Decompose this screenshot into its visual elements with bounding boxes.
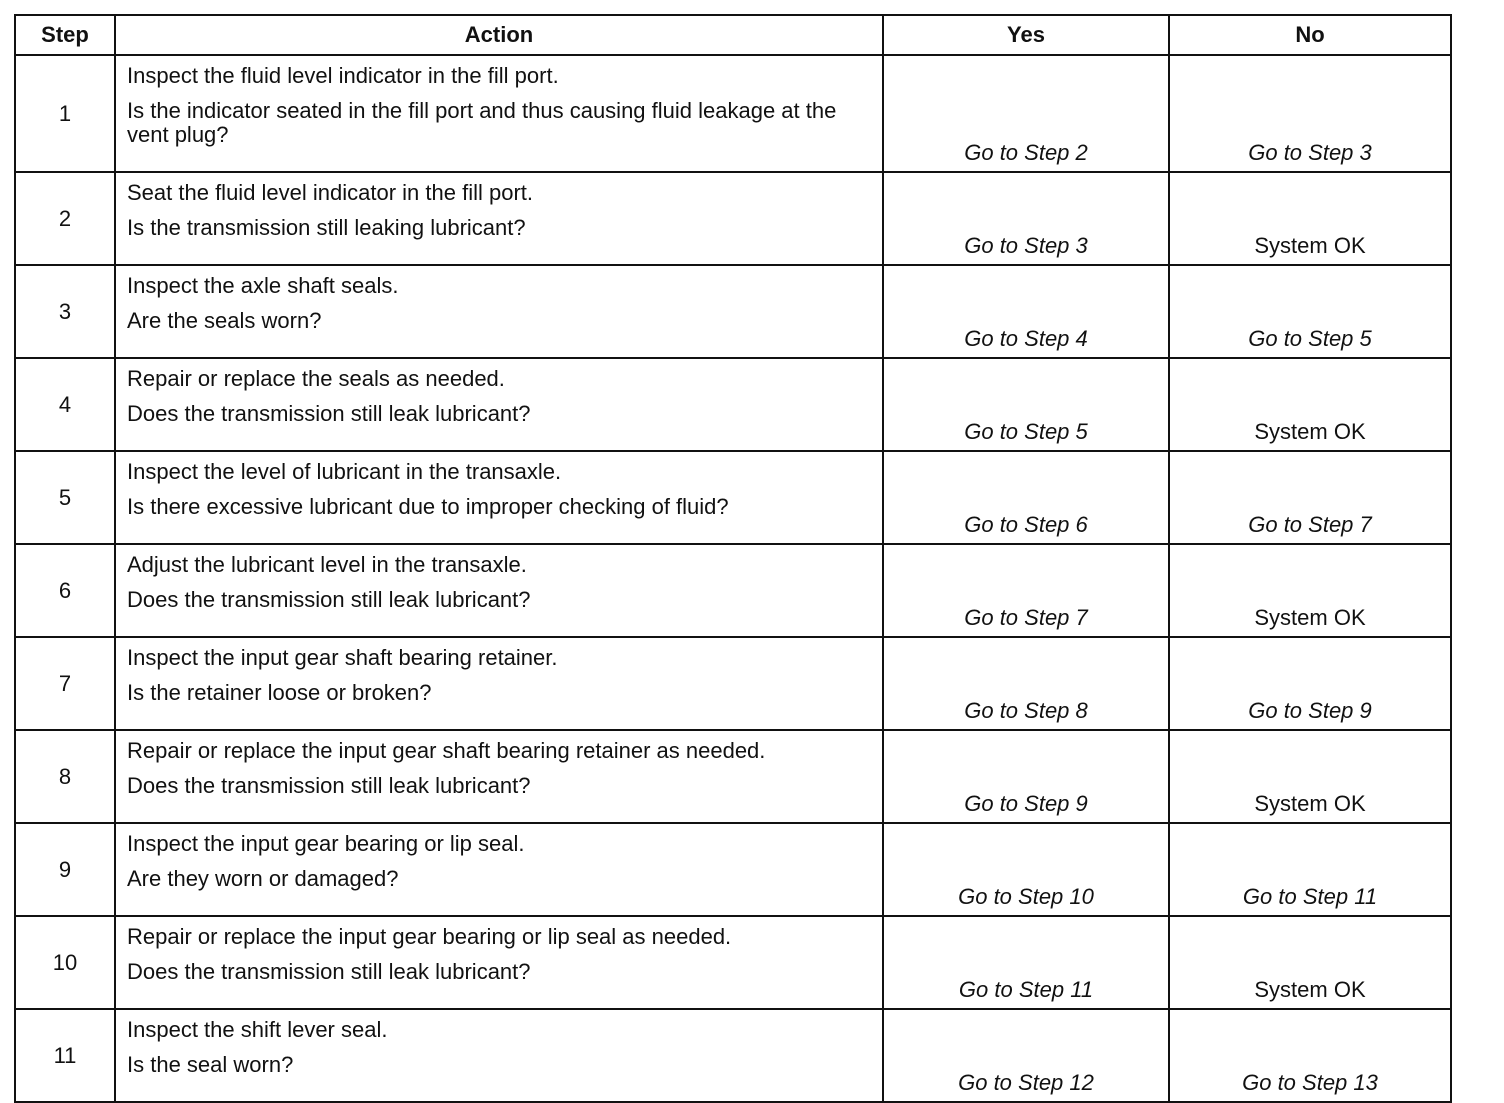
table-row — [15, 358, 1451, 451]
step-number: 7 — [15, 637, 115, 730]
no-result: Go to Step 13 — [1169, 1009, 1451, 1102]
no-result: Go to Step 11 — [1169, 823, 1451, 916]
no-result: System OK — [1169, 358, 1451, 451]
table-row — [15, 172, 1451, 265]
action-instruction: Repair or replace the seals as needed. — [127, 366, 505, 391]
action-cell — [115, 451, 883, 544]
step-number: 5 — [15, 451, 115, 544]
action-instruction: Seat the fluid level indicator in the fill port. — [127, 180, 534, 205]
yes-result: Go to Step 8 — [883, 637, 1169, 730]
table-row — [15, 544, 1451, 637]
yes-result: Go to Step 10 — [883, 823, 1169, 916]
yes-result: Go to Step 4 — [883, 265, 1169, 358]
table-row — [15, 637, 1451, 730]
no-result: Go to Step 9 — [1169, 637, 1451, 730]
step-number: 11 — [15, 1009, 115, 1102]
table-row — [15, 1009, 1451, 1102]
action-question: Is the retainer loose or broken? — [127, 680, 432, 705]
yes-result: Go to Step 6 — [883, 451, 1169, 544]
action-question: Is the transmission still leaking lubricant? — [127, 215, 526, 240]
action-instruction: Inspect the fluid level indicator in the fill port. — [127, 63, 559, 88]
yes-result: Go to Step 11 — [883, 916, 1169, 1009]
action-cell — [115, 823, 883, 916]
action-cell — [115, 55, 883, 172]
action-question: Is the seal worn? — [127, 1052, 294, 1077]
action-instruction: Repair or replace the input gear bearing or lip seal as needed. — [127, 924, 732, 949]
no-result: System OK — [1169, 172, 1451, 265]
diagnostic-table — [14, 14, 1452, 1103]
header-row — [15, 15, 1451, 55]
header-yes: Yes — [883, 15, 1169, 55]
yes-result: Go to Step 2 — [883, 55, 1169, 172]
action-instruction: Inspect the shift lever seal. — [127, 1017, 388, 1042]
action-question: Does the transmission still leak lubricant? — [127, 587, 531, 612]
action-question: Is the indicator seated in the fill port and thus causing fluid leakage at the vent plug? — [127, 98, 837, 147]
header-action: Action — [115, 15, 883, 55]
no-result: Go to Step 5 — [1169, 265, 1451, 358]
table-row — [15, 730, 1451, 823]
action-question: Does the transmission still leak lubricant? — [127, 401, 531, 426]
action-question: Does the transmission still leak lubricant? — [127, 773, 531, 798]
header-no: No — [1169, 15, 1451, 55]
action-cell — [115, 916, 883, 1009]
action-cell — [115, 358, 883, 451]
table-row — [15, 55, 1451, 172]
action-instruction: Adjust the lubricant level in the transaxle. — [127, 552, 527, 577]
step-number: 9 — [15, 823, 115, 916]
action-instruction: Inspect the level of lubricant in the transaxle. — [127, 459, 562, 484]
no-result: Go to Step 7 — [1169, 451, 1451, 544]
yes-result: Go to Step 12 — [883, 1009, 1169, 1102]
action-instruction: Repair or replace the input gear shaft bearing retainer as needed. — [127, 738, 766, 763]
action-instruction: Inspect the input gear shaft bearing retainer. — [127, 645, 558, 670]
action-question: Are the seals worn? — [127, 308, 322, 333]
action-question: Does the transmission still leak lubricant? — [127, 959, 531, 984]
action-question: Is there excessive lubricant due to improper checking of fluid? — [127, 494, 729, 519]
action-cell — [115, 730, 883, 823]
yes-result: Go to Step 3 — [883, 172, 1169, 265]
action-cell — [115, 1009, 883, 1102]
header-step: Step — [15, 15, 115, 55]
action-cell — [115, 544, 883, 637]
step-number: 10 — [15, 916, 115, 1009]
step-number: 2 — [15, 172, 115, 265]
table-row — [15, 916, 1451, 1009]
no-result: System OK — [1169, 916, 1451, 1009]
table-row — [15, 823, 1451, 916]
yes-result: Go to Step 9 — [883, 730, 1169, 823]
action-cell — [115, 265, 883, 358]
step-number: 1 — [15, 55, 115, 172]
step-number: 4 — [15, 358, 115, 451]
action-cell — [115, 172, 883, 265]
no-result: System OK — [1169, 544, 1451, 637]
step-number: 3 — [15, 265, 115, 358]
action-question: Are they worn or damaged? — [127, 866, 399, 891]
action-cell — [115, 637, 883, 730]
no-result: System OK — [1169, 730, 1451, 823]
yes-result: Go to Step 7 — [883, 544, 1169, 637]
no-result: Go to Step 3 — [1169, 55, 1451, 172]
yes-result: Go to Step 5 — [883, 358, 1169, 451]
action-instruction: Inspect the axle shaft seals. — [127, 273, 399, 298]
action-instruction: Inspect the input gear bearing or lip seal. — [127, 831, 525, 856]
table-row — [15, 265, 1451, 358]
table-row — [15, 451, 1451, 544]
step-number: 8 — [15, 730, 115, 823]
step-number: 6 — [15, 544, 115, 637]
